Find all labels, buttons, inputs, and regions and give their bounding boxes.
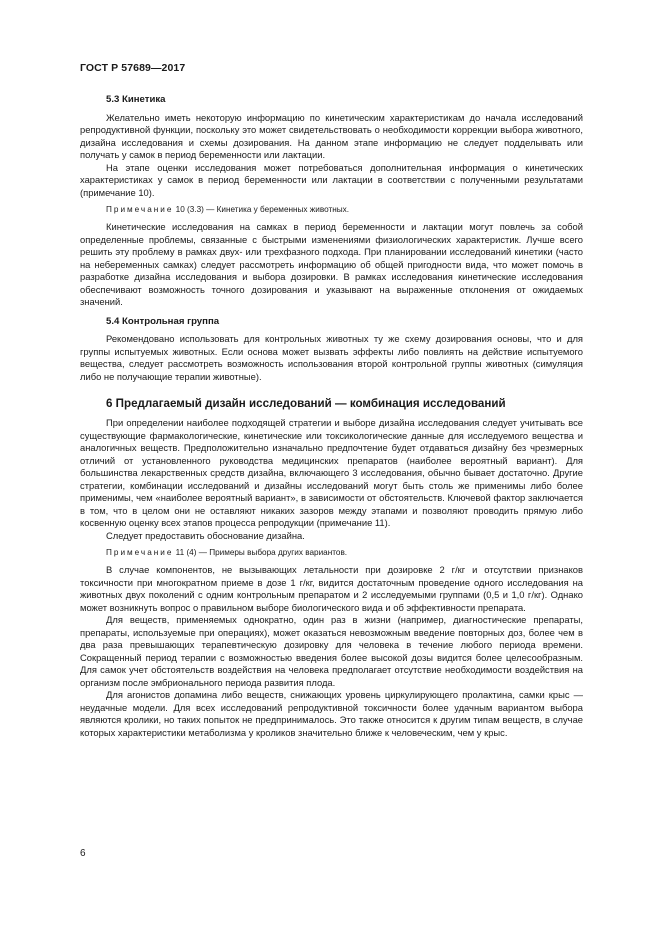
section-6-paragraph-5: Для агонистов допамина либо веществ, снижающих уровень циркулирующего пролактина, самки крыс — неудачные модели. Для всех исследований репродуктивной токсичности более удачным вариантом выбора являются кролики, но таких попыток не предпринималось. Это также относится к другим типам веществ, в случае которых характеристики метаболизма у кроликов значительно ближе к человеческим, чем у крыс. [80,689,583,738]
section-5-4-title: 5.4 Контрольная группа [106,315,220,327]
page-content [80,94,583,739]
section-6-title: 6 Предлагаемый дизайн исследований — комбинация исследований [106,397,506,410]
note-11-label: Примечание [106,548,174,557]
note-10-text: 10 (3.3) — Кинетика у беременных животных. [175,205,349,214]
note-11 [80,547,583,559]
section-5-3-paragraph-3: Кинетические исследования на самках в период беременности и лактации могут повлечь за собой определенные проблемы, связанные с быстрыми изменениями физиологических характеристик. Лучше всего решить эту проблему в рамках двух- или трехфазного подхода. При планировании исследований кинетики (часто на небеременных самках) следует рассмотреть информацию об общей пригодности вида, что может помочь в разработке дизайна исследования и выбора дозировки. В рамках исследования кинетические исследования обеспечивают возможность точного дозирования и указывают на выраженные отклонения от ожидаемых значений. [80,221,583,307]
section-5-3-paragraph-1: Желательно иметь некоторую информацию по кинетическим характеристикам до начала исследований репродуктивной функции, поскольку это может свидетельствовать о необходимости коррекции выбора животного, дизайна исследования и схемы дозирования. На данном этапе информацию не следует подделывать или получать у самок в период беременности или лактации. [80,111,583,160]
note-10 [80,204,583,216]
page-number: 6 [80,848,86,859]
section-5-3-title: 5.3 Кинетика [106,94,166,105]
section-5-4-paragraph-1: Рекомендовано использовать для контрольных животных ту же схему дозирования основы, что и для группы испытуемых животных. Если основа может вызвать эффекты либо повлиять на действие испытуемого вещества, следует рассмотреть возможность использования второй контрольной группы животных (симуляция либо не получающие терапии животные). [80,333,583,382]
note-11-text: 11 (4) — Примеры выбора других вариантов. [175,548,348,557]
section-6-paragraph-1: При определении наиболее подходящей стратегии и выборе дизайна исследования следует учитывать все существующие фармакологические, кинетические или токсикологические данные для исследуемого вещества и аналогичных веществ. Предположительно изначально предпочтение будет отдаваться дизайну без чрезмерных отличий от установленного руководства медицинских препаратов (наиболее вероятный вариант). Для большинства лекарственных средств дизайна, включающего 3 исследования, обычно бывает достаточно. Другие стратегии, комбинации исследований и дизайны исследований могут быть столь же применимы либо более применимы, чем «наиболее вероятный вариант», в зависимости от обстоятельств. Ключевой фактор заключается в том, что в целом они не оставляют никаких зазоров между этапами и позволяют проводить прямую либо косвенную оценку всех этапов процесса репродукции (примечание 11). [80,417,583,528]
standard-header: ГОСТ Р 57689—2017 [80,62,186,74]
section-5-3-paragraph-2: На этапе оценки исследования может потребоваться дополнительная информация о кинетических характеристиках у самок в период беременности или лактации в соответствии с полученными результатами (примечание 10). [80,161,583,198]
section-6-paragraph-2: Следует предоставить обоснование дизайна. [106,529,305,541]
section-6-paragraph-3: В случае компонентов, не вызывающих летальности при дозировке 2 г/кг и отсутствии признаков токсичности при многократном приеме в дозе 1 г/кг, видится достаточным проведение одного исследования на животных двух поколений с одним контрольным препаратом и 2 исследуемыми группами (0,5 и 1,0 г/кг). Однако может возникнуть вопрос о правильном выборе биологического вида и об эффективности препарата. [80,564,583,613]
note-10-label: Примечание [106,205,174,214]
section-6-paragraph-4: Для веществ, применяемых однократно, один раз в жизни (например, диагностические препараты, препараты, используемые при операциях), может оказаться невозможным введение повторных доз, более чем в два раза превышающих терапевтическую дозировку для человека в течение любого периода времени. Сокращенный период терапии с возможностью введения более высокой дозы видится более целесообразным. Для самок учет обстоятельств воздействия на человека предполагает отсутствие необходимости воздействия на организм после эмбрионального периода развития плода. [80,614,583,688]
